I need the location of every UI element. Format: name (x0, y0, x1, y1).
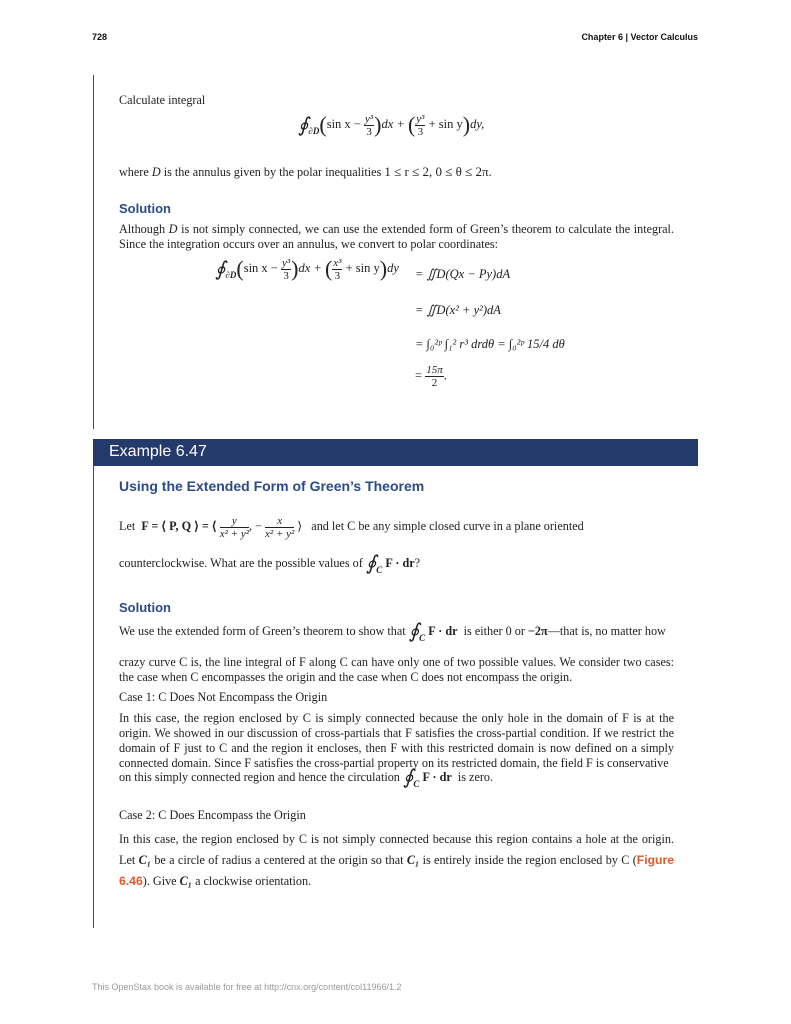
figure-link[interactable]: Figure 6.46 (119, 853, 675, 888)
solution-text: Although D is not simply connected, we can use the extended form of Green’s theorem to calculate the integral. Since the integration occurs over an annulus, we convert to polar coordinates: (119, 222, 674, 251)
solution-paragraph: crazy curve C is, the line integral of F along C can have only one of two possible values. We consider two cases: the case when C encompasses the origin and the case when C does not encompass the origin. (119, 655, 674, 684)
annulus-description: where D is the annulus given by the polar inequalities 1 ≤ r ≤ 2, 0 ≤ θ ≤ 2π. (119, 164, 492, 179)
derivation-lhs: $∮_{\partial D}(\sin$ x − $\frac{\text{y³}}{3}$ )dx + ( $\frac{\text{x³}}{3}$ + sin y)dy (215, 256, 399, 282)
sidebar-rule (93, 75, 94, 429)
problem-statement: Let F = ⟨ P, Q ⟩ = ⟨ $\frac{y}{\text{x² + y²}}$ , − $\frac{x}{\text{x² + y²}}$ ⟩ and let C be any simple closed curve in a plane oriented (119, 514, 584, 540)
example-solution-heading: Solution (119, 600, 171, 615)
example-banner (93, 439, 698, 466)
case-1-title: Case 1: C Does Not Encompass the Origin (119, 690, 328, 704)
chapter-title: Chapter 6 | Vector Calculus (581, 32, 698, 42)
case-1-last: on this simply connected region and hence the circulation $∮_C$ F · dr is zero. (119, 766, 494, 789)
example-title: Using the Extended Form of Green’s Theorem (119, 478, 425, 494)
derivation-line-3: = ∫₀²ᵖ ∫₁² r³ drdθ = ∫₀²ᵖ 15/4 dθ (415, 337, 565, 351)
sidebar-rule (93, 466, 94, 928)
case-2-title: Case 2: C Does Encompass the Origin (119, 808, 306, 822)
problem-question: counterclockwise. What are the possible values of $∮_C$ F · dr? (119, 552, 421, 575)
page-number: 728 (92, 32, 108, 42)
footer-text: This OpenStax book is available for free at http://cnx.org/content/col11966/1.2 (92, 982, 402, 992)
derivation-line-2: = ∬D(x² + y²)dA (415, 303, 501, 317)
intro-text: Calculate integral (119, 93, 206, 107)
derivation-line-1: = ∬D(Qx − Py)dA (415, 267, 511, 281)
integral-equation: $∮_{\partial D}(\sin$ x − $\frac{\text{y³}}{3}$ )dx + ( $\frac{\text{y³}}{3}$ + sin y)dy, (298, 112, 485, 138)
derivation-line-4: = $\frac{15\pi}{2}$ . (415, 364, 447, 389)
solution-line-1: We use the extended form of Green’s theorem to show that $∮_C$ F · dr is either 0 or −2π—that is, no matter how (119, 620, 666, 643)
case-1-text: In this case, the region enclosed by C is simply connected because the only hole in the domain of F is at the origin. We showed in our discussion of cross-partials that F satisfies the cross-partial condition. If we restrict the domain of F just to C and the region it encloses, then F with this restricted domain is now defined on a simply connected domain. Since F satisfies the cross-partial property on its restricted domain, the field F is conservative (119, 711, 674, 770)
solution-heading: Solution (119, 201, 171, 216)
example-label: Example 6.47 (109, 443, 207, 460)
case-2-text: In this case, the region enclosed by C is not simply connected because this region contains a hole at the origin. Let C₁ be a circle of radius a centered at the origin so that C₁ is entirely inside the region enclosed by C (Figure 6.46). Give C₁ a clockwise orientation. (119, 832, 675, 888)
